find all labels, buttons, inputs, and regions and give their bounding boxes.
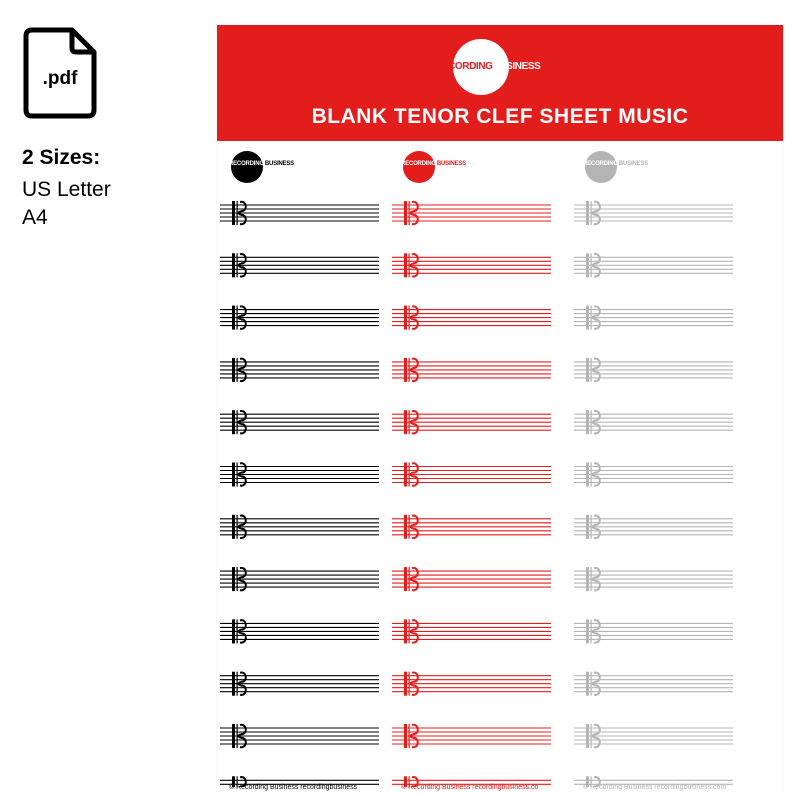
staff bbox=[574, 253, 733, 277]
sheet-title: BLANK TENOR CLEF SHEET MUSIC bbox=[311, 105, 689, 128]
staff bbox=[574, 672, 733, 696]
staff bbox=[574, 306, 733, 330]
variant-logo-text: RECORDINGBUSINESS bbox=[583, 161, 648, 167]
staff bbox=[220, 567, 379, 591]
staff-set bbox=[217, 147, 407, 787]
file-extension-label: .pdf bbox=[42, 68, 78, 89]
staff bbox=[574, 724, 733, 748]
staff bbox=[574, 410, 733, 434]
staff bbox=[574, 515, 733, 539]
staff bbox=[574, 201, 733, 225]
copyright-footer: © Recording Business recordingbusiness.com bbox=[583, 784, 727, 791]
sheet-variant-gray bbox=[571, 147, 761, 794]
staff bbox=[220, 619, 379, 643]
staff bbox=[220, 410, 379, 434]
staff bbox=[220, 515, 379, 539]
sizes-title: 2 Sizes: bbox=[22, 146, 101, 169]
copyright-footer: © Recording Business recordingbusiness.co bbox=[401, 784, 539, 791]
sheet-variant-black bbox=[217, 147, 407, 794]
staff-set bbox=[571, 147, 761, 787]
staff bbox=[392, 672, 551, 696]
staff bbox=[392, 515, 551, 539]
staff bbox=[220, 672, 379, 696]
staff bbox=[392, 306, 551, 330]
staff bbox=[220, 463, 379, 487]
staff bbox=[392, 463, 551, 487]
staff bbox=[220, 253, 379, 277]
staff bbox=[574, 358, 733, 382]
staff bbox=[392, 253, 551, 277]
staff bbox=[392, 201, 551, 225]
staff bbox=[392, 410, 551, 434]
staff-set bbox=[389, 147, 579, 787]
sheet-variant-red bbox=[389, 147, 579, 794]
size-option-a4: A4 bbox=[22, 206, 48, 229]
staff bbox=[574, 567, 733, 591]
sheet-preview bbox=[217, 25, 783, 794]
staff bbox=[574, 463, 733, 487]
staff bbox=[392, 619, 551, 643]
staff bbox=[220, 358, 379, 382]
staff bbox=[574, 619, 733, 643]
staff bbox=[220, 306, 379, 330]
staff bbox=[392, 358, 551, 382]
brand-logo-text: RECORDINGBUSINESS bbox=[435, 61, 541, 72]
copyright-footer: © Recording Business recordingbusiness bbox=[229, 784, 358, 791]
variant-logo-text: RECORDINGBUSINESS bbox=[401, 161, 466, 167]
staff bbox=[220, 724, 379, 748]
variant-logo-text: RECORDINGBUSINESS bbox=[229, 161, 294, 167]
staff bbox=[392, 567, 551, 591]
title-banner bbox=[217, 25, 783, 141]
staff bbox=[220, 201, 379, 225]
size-option-us-letter: US Letter bbox=[22, 178, 111, 201]
staff bbox=[392, 724, 551, 748]
